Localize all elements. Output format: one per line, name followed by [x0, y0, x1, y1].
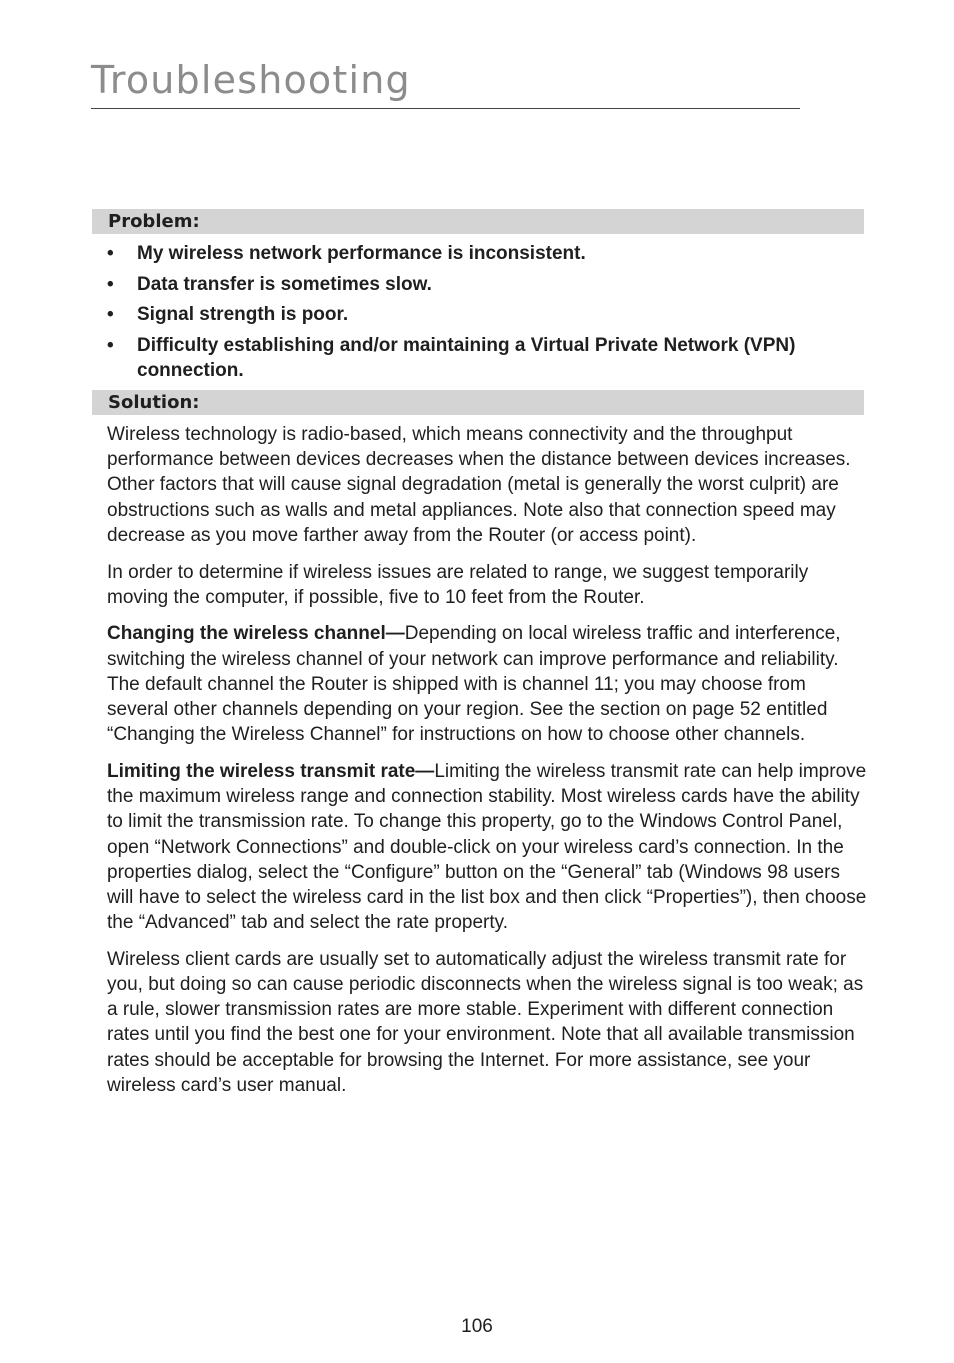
rate-heading: Limiting the wireless transmit rate—: [107, 760, 435, 782]
problem-item: [107, 272, 827, 297]
problem-item-text: Difficulty establishing and/or maintaining a Virtual Private Network (VPN) connection.: [137, 334, 796, 381]
bullet-icon: •: [107, 273, 114, 295]
solution-body: [107, 422, 869, 1110]
rate-paragraph: [107, 759, 869, 935]
bullet-icon: •: [107, 304, 114, 325]
problem-item: [107, 241, 827, 266]
page-number: 106: [461, 1316, 493, 1337]
closing-paragraph: Wireless client cards are usually set to automatically adjust the wireless transmit rate for you, but doing so can cause periodic disconnects when the wireless signal is too weak; as a rule, slower transmission rates are more stable. Experiment with different connection rates until you find the best one for your environment. Note that all available transmission rates should be acceptable for browsing the Internet. For more assistance, see your wireless card’s user manual.: [107, 948, 864, 1096]
channel-heading: Changing the wireless channel—: [107, 623, 405, 645]
page-title: Troubleshooting: [91, 58, 411, 102]
channel-paragraph: [107, 621, 869, 747]
problem-heading: Problem:: [108, 211, 200, 232]
problem-item-text: Data transfer is sometimes slow.: [137, 273, 432, 295]
channel-text: Depending on local wireless traffic and interference, switching the wireless channel of your network can improve performance and reliability. The default channel the Router is shipped with is channel 11; you may choose from several other channels depending on your region. See the section on page 52 entitled “Changing the Wireless Channel” for instructions on how to choose other channels.: [107, 623, 841, 746]
title-divider: [91, 108, 800, 109]
rate-text: Limiting the wireless transmit rate can help improve the maximum wireless range and connection stability. Most wireless cards have the ability to limit the transmission rate. To change this property, go to the Windows Control Panel, open “Network Connections” and double-click on your wireless card’s connection. In the properties dialog, select the “Configure” button on the “General” tab (Windows 98 users will have to select the wireless card in the list box and then click “Properties”), then choose the “Advanced” tab and select the rate property.: [107, 760, 867, 934]
solution-heading: Solution:: [108, 392, 200, 413]
solution-heading-bar: [92, 390, 864, 415]
problem-item-text: My wireless network performance is inconsistent.: [137, 243, 586, 264]
problem-item-text: Signal strength is poor.: [137, 304, 349, 325]
problem-item: [107, 333, 827, 383]
bullet-icon: •: [107, 243, 114, 264]
problem-heading-bar: [92, 209, 864, 234]
bullet-icon: •: [107, 334, 114, 356]
problem-list: [107, 241, 827, 388]
solution-paragraph: In order to determine if wireless issues are related to range, we suggest temporarily moving the computer, if possible, five to 10 feet from the Router.: [107, 561, 809, 608]
problem-item: [107, 302, 827, 327]
solution-paragraph: Wireless technology is radio-based, which means connectivity and the throughput performance between devices decreases when the distance between devices increases. Other factors that will cause signal degradation (metal is generally the worst culprit) are obstructions such as walls and metal appliances. Note also that connection speed may decrease as you move farther away from the Router (or access point).: [107, 424, 851, 546]
